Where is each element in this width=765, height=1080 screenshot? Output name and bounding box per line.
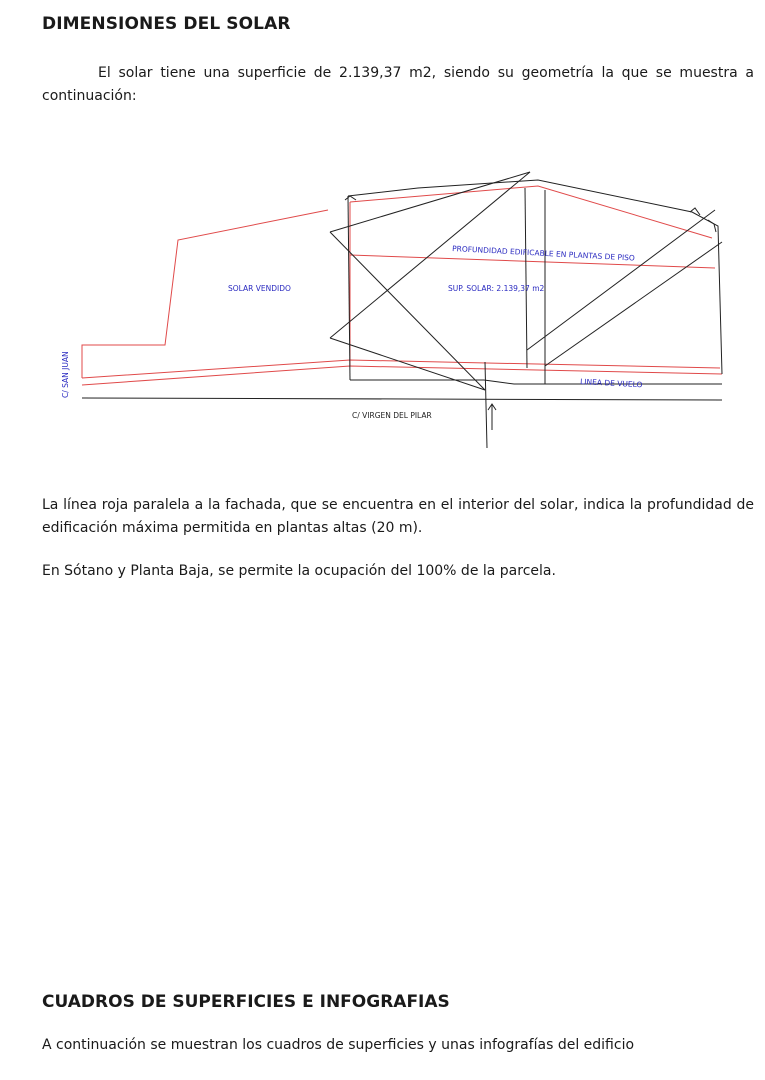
label-linea-vuelo: LINEA DE VUELO bbox=[579, 377, 643, 390]
note-red-line: La línea roja paralela a la fachada, que se encuentra en el interior del solar, indica la profundidad de edificación máxima permitida en plantas altas (20 m). bbox=[42, 497, 754, 536]
note-occupation: En Sótano y Planta Baja, se permite la ocupación del 100% de la parcela. bbox=[42, 563, 556, 579]
label-superficie-solar: SUP. SOLAR: 2.139,37 m2 bbox=[448, 284, 545, 293]
label-solar-vendido: SOLAR VENDIDO bbox=[228, 284, 291, 293]
label-calle-virgen-pilar: C/ VIRGEN DEL PILAR bbox=[352, 411, 432, 420]
site-plan-drawing bbox=[0, 150, 765, 460]
intro-paragraph: El solar tiene una superficie de 2.139,37 m2, siendo su geometría la que se muestra a continuación: bbox=[42, 65, 754, 104]
section-title-dimensiones: DIMENSIONES DEL SOLAR bbox=[42, 14, 291, 34]
section-title-cuadros: CUADROS DE SUPERFICIES E INFOGRAFIAS bbox=[42, 992, 450, 1012]
parcel-top-red bbox=[350, 186, 712, 238]
label-calle-san-juan: C/ SAN JUAN bbox=[61, 351, 70, 398]
sold-plot-outline bbox=[82, 210, 328, 378]
section2-intro: A continuación se muestran los cuadros de superficies y unas infografías del edificio bbox=[42, 1037, 635, 1053]
diagonal-3 bbox=[527, 210, 715, 350]
facade-line-red-1 bbox=[82, 360, 720, 378]
label-profundidad-edificable: PROFUNDIDAD EDIFICABLE EN PLANTAS DE PISO bbox=[451, 244, 636, 263]
